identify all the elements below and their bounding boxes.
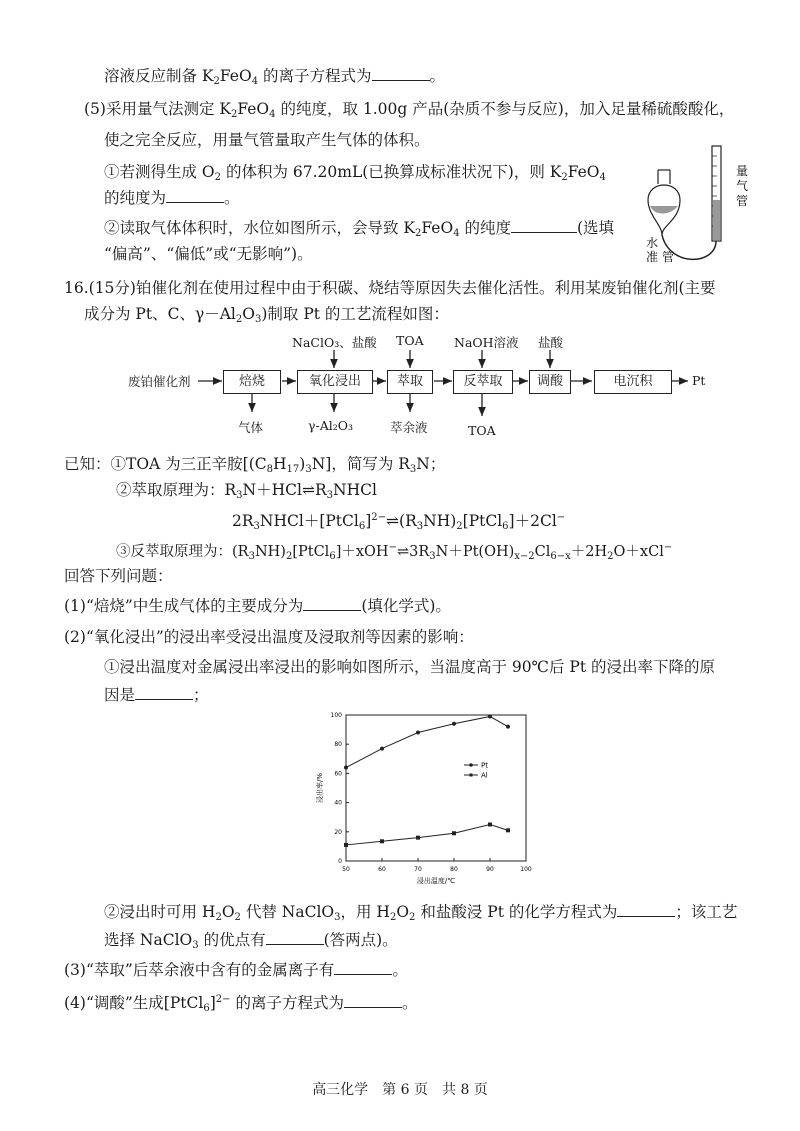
y-tick-label: 80	[334, 741, 342, 749]
y-tick-label: 40	[334, 799, 342, 807]
x-tick-label: 70	[414, 866, 422, 873]
plot-frame	[346, 715, 526, 861]
text-line-1: 溶液反应制备 $K_2FeO_4$ 的离子方程式为 。	[104, 67, 446, 87]
flow-input-2: TOA	[396, 333, 424, 348]
question-16-2-1-line2: 因是 ；	[104, 686, 209, 704]
y-tick-label: 20	[334, 828, 342, 836]
flow-step-oxidative-leach: 氧化浸出	[297, 370, 373, 394]
answer-blank[interactable]	[511, 218, 577, 233]
flow-input-3: NaOH溶液	[454, 335, 519, 350]
question-16-1: (1)“焙烧”中生成气体的主要成分为 (填化学式)。	[64, 597, 451, 615]
data-point-Pt	[416, 731, 420, 735]
answer-blank[interactable]	[617, 902, 675, 917]
data-point-Al	[416, 836, 420, 840]
data-point-Al	[488, 823, 492, 827]
question-16-2: (2)“氧化浸出”的浸出率受浸出温度及浸取剂等因素的影响：	[64, 628, 474, 646]
answer-blank[interactable]	[166, 188, 224, 203]
data-point-Al	[344, 843, 348, 847]
x-tick-label: 50	[342, 866, 350, 873]
x-axis-label: 浸出温度/℃	[416, 877, 456, 885]
flow-output-2: γ-Al₂O₃	[308, 418, 353, 433]
known-1: 已知：①TOA 为三正辛胺$[(C_8H_{17})_3N]$，简写为 $R_3N$；	[64, 455, 446, 475]
known-3: ③反萃取原理为：$(R_3NH)_2[PtCl_6]+xOH^-\rightleftharpoons 3R_3N+Pt(OH)_{x-2}Cl_{6-x}+2H_2O+xCl^-$	[116, 542, 673, 562]
answer-blank[interactable]	[266, 930, 324, 945]
legend-marker-Pt	[469, 763, 473, 767]
answer-blank[interactable]	[372, 66, 430, 81]
data-point-Pt	[506, 725, 510, 729]
data-point-Pt	[488, 714, 492, 718]
page-footer: 高三化学 第 6 页 共 8 页	[312, 1082, 488, 1098]
flow-output-4: TOA	[468, 423, 496, 438]
question-16-2-2: ②浸出时可用 $H_2O_2$ 代替 NaClO$_3$，用 $H_2O_2$ 和盐酸浸 Pt 的化学方程式为 ；该工艺	[104, 903, 738, 923]
bulb-label: 水	[646, 236, 659, 250]
flow-step-acidify: 调酸	[529, 370, 571, 394]
flow-input-1: NaClO₃、盐酸	[292, 335, 377, 350]
question-16-line2: 成分为 Pt、C、$\gamma-Al_2O_3$)制取 Pt 的工艺流程如图：	[84, 305, 449, 325]
x-tick-label: 100	[520, 866, 532, 873]
answer-heading: 回答下列问题：	[64, 567, 173, 585]
text-line-5: 的纯度为 。	[104, 189, 240, 207]
known-2-line2: $2R_3NHCl+[PtCl_6]^{2-}\rightleftharpoons(R_3NH)_2[PtCl_6]+2Cl^-$	[232, 512, 566, 532]
x-tick-label: 90	[486, 866, 494, 873]
question-5: (5)采用量气法测定 $K_2FeO_4$ 的纯度，取 1.00g 产品(杂质不参与反应)，加入足量稀硫酸酸化，	[84, 100, 735, 120]
svg-text:准: 准	[646, 250, 659, 264]
flow-step-electrodeposit: 电沉积	[594, 370, 672, 394]
question-16-2-2-line2: 选择 NaClO$_3$ 的优点有 (答两点)。	[104, 931, 398, 951]
leach-rate-chart	[300, 705, 560, 885]
question-5-2: ②读取气体体积时，水位如图所示，会导致 $K_2FeO_4$ 的纯度 (选填	[104, 219, 615, 239]
flow-step-extract: 萃取	[387, 370, 433, 394]
data-point-Pt	[452, 722, 456, 726]
y-tick-label: 100	[330, 712, 342, 719]
x-tick-label: 80	[450, 866, 458, 873]
x-tick-label: 60	[378, 866, 386, 873]
text-line-7: “偏高”、“偏低”或“无影响”)。	[104, 245, 313, 263]
answer-blank[interactable]	[303, 596, 361, 611]
question-16-2-1: ①浸出温度对金属浸出率浸出的影响如图所示，当温度高于 90℃后 Pt 的浸出率下降的原	[104, 658, 716, 676]
y-axis-label: 浸出率/%	[316, 772, 324, 804]
data-point-Al	[452, 831, 456, 835]
flow-output-1: 气体	[238, 420, 264, 435]
flow-input-4: 盐酸	[538, 335, 564, 350]
svg-text:管: 管	[662, 250, 675, 264]
answer-blank[interactable]	[334, 960, 392, 975]
answer-blank[interactable]	[344, 993, 402, 1008]
answer-blank[interactable]	[135, 685, 193, 700]
flow-step-strip: 反萃取	[453, 370, 513, 394]
flow-end: Pt	[692, 373, 706, 388]
y-tick-label: 60	[334, 770, 342, 778]
gas-burette-apparatus	[640, 140, 780, 270]
data-point-Al	[506, 828, 510, 832]
known-2: ②萃取原理为：$R_3N+HCl\rightleftharpoons R_3NHCl$	[116, 481, 377, 501]
question-16-4: (4)“调酸”生成[PtCl$_6$]$^{2-}$ 的离子方程式为 。	[64, 994, 418, 1014]
data-point-Pt	[380, 747, 384, 751]
text-line-3: 使之完全反应，用量气管量取产生气体的体积。	[104, 131, 430, 149]
question-5-1: ①若测得生成 $O_2$ 的体积为 67.20mL(已换算成标准状况下)，则 $K_2FeO_4$	[104, 163, 606, 183]
data-point-Pt	[344, 766, 348, 770]
series-line-Pt	[346, 716, 508, 767]
y-tick-label: 0	[338, 858, 342, 865]
flow-step-roast: 焙烧	[223, 370, 281, 394]
question-16-3: (3)“萃取”后萃余液中含有的金属离子有 。	[64, 961, 408, 979]
data-point-Al	[380, 839, 384, 843]
legend-label-Al: Al	[481, 771, 488, 780]
question-16: 16.(15分)铂催化剂在使用过程中由于积碳、烧结等原因失去催化活性。利用某废铂催化剂(主要	[64, 279, 716, 297]
svg-text:管: 管	[736, 194, 749, 208]
flow-start: 废铂催化剂	[128, 374, 191, 389]
series-line-Al	[346, 825, 508, 845]
legend-marker-Al	[470, 774, 473, 777]
legend-label-Pt: Pt	[481, 761, 488, 770]
burette-label: 量	[736, 164, 749, 178]
svg-text:气: 气	[736, 179, 749, 193]
flow-output-3: 萃余液	[390, 420, 428, 435]
